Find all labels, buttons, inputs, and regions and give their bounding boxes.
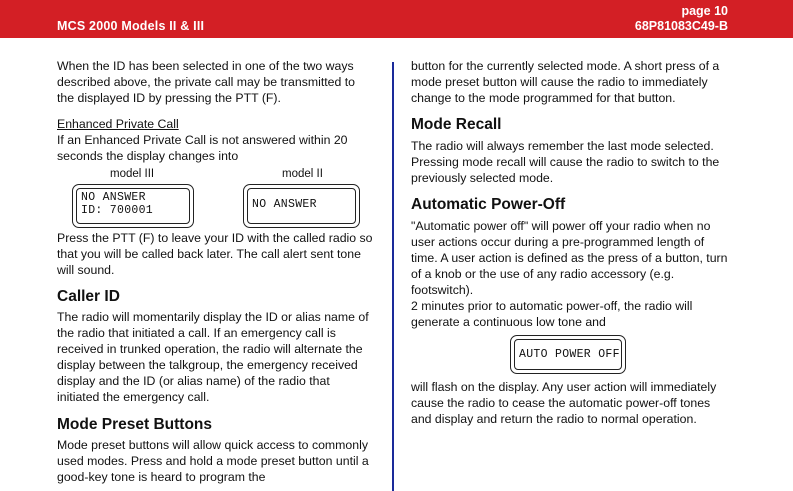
auto-power-off-display (510, 335, 626, 374)
model-displays (57, 164, 375, 230)
column-divider (392, 62, 394, 491)
mode-recall-heading: Mode Recall (411, 116, 502, 133)
model-ii-label: model II (282, 168, 323, 180)
model-iii-screen (76, 188, 190, 224)
right-column (411, 58, 731, 427)
model-ii-display (243, 184, 360, 228)
auto-power-off-paragraph-3: will flash on the display. Any user action will immediately cause the radio to cease the automatic power-off tones and display and return the radio to normal operation. (411, 380, 717, 426)
model-ii-screen (247, 188, 356, 224)
intro-paragraph: When the ID has been selected in one of the two ways described above, the private call may be transmitted to the displayed ID by pressing the PTT (F). (57, 59, 356, 105)
caller-id-heading: Caller ID (57, 288, 120, 305)
page-number: page 10 (681, 4, 728, 18)
auto-power-off-screen (514, 339, 622, 370)
left-column (57, 58, 375, 485)
display-line-1: NO ANSWER (252, 198, 317, 211)
mode-preset-heading: Mode Preset Buttons (57, 416, 213, 433)
auto-power-off-display-wrap (411, 335, 731, 377)
page-header (0, 0, 793, 38)
mode-preset-continued: button for the currently selected mode. A short press of a mode preset button will cause the radio to immediately change to the mode programmed for that button. (411, 59, 720, 105)
document-id: 68P81083C49-B (634, 19, 728, 33)
display-line-1: NO ANSWER (81, 191, 146, 204)
mode-recall-paragraph: The radio will always remember the last mode selected. Pressing mode recall will cause the radio to switch to the previously selected mode. (411, 139, 720, 185)
model-iii-label: model III (110, 168, 155, 180)
display-line-1: AUTO POWER OFF (519, 348, 620, 361)
model-iii-display (72, 184, 194, 228)
enhanced-private-call-text: If an Enhanced Private Call is not answered within 20 seconds the display changes into (57, 133, 348, 163)
ptt-paragraph: Press the PTT (F) to leave your ID with the called radio so that you will be called back later. The call alert sent tone will sound. (57, 231, 373, 277)
enhanced-private-call-heading: Enhanced Private Call (57, 117, 179, 131)
manual-title: MCS 2000 Models II & III (57, 19, 205, 33)
auto-power-off-heading: Automatic Power-Off (411, 196, 566, 213)
caller-id-paragraph: The radio will momentarily display the ID or alias name of the radio that initiated a call. If an emergency call is received in trunked operation, the radio will alternate the display between the talkgroup, the emergency received display and the ID (or alias name) of the radio that initiated the emergency call. (57, 310, 369, 404)
mode-preset-paragraph: Mode preset buttons will allow quick access to commonly used modes. Press and hold a mode preset button until a good-key tone is heard to program the (57, 438, 369, 484)
auto-power-off-paragraph-2: 2 minutes prior to automatic power-off, the radio will generate a continuous low tone and (411, 299, 693, 329)
display-line-2: ID: 700001 (81, 204, 154, 217)
auto-power-off-paragraph-1: "Automatic power off" will power off your radio when no user actions occur during a pre-programmed length of time. A user action is defined as the press of a button, turn of a knob or the use of any radio accessory (e.g. footswitch). (411, 219, 728, 297)
